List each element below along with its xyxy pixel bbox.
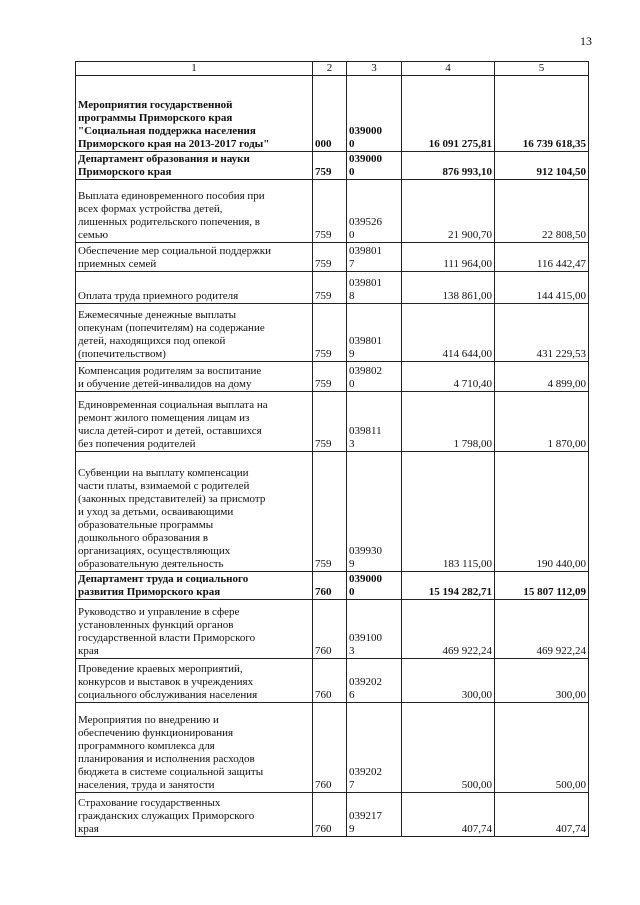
target-code-line: 039000 — [349, 153, 382, 165]
target-code-cell — [347, 76, 402, 152]
target-code-line: 039100 — [349, 632, 382, 644]
row-name-line: социального обслуживания населения — [78, 689, 258, 701]
amount-col5-cell: 300,00 — [495, 659, 589, 703]
table-row — [76, 152, 589, 180]
row-name-cell — [76, 392, 313, 452]
amount-col5-cell: 431 229,53 — [495, 304, 589, 362]
row-name-line: ремонт жилого помещения лицам из — [78, 412, 250, 424]
row-name-line: края — [78, 823, 99, 835]
row-name-line: приемных семей — [78, 258, 157, 270]
row-name-line: Руководство и управление в сфере — [78, 606, 240, 618]
row-name-line: программы Приморского края — [78, 112, 233, 124]
target-code-line: 3 — [349, 645, 355, 657]
department-code-cell: 759 — [313, 243, 347, 272]
department-code-cell: 760 — [313, 703, 347, 793]
target-code-line: 039202 — [349, 766, 382, 778]
amount-col4-cell: 876 993,10 — [402, 152, 495, 180]
department-code-cell: 760 — [313, 659, 347, 703]
row-name-line: опекунам (попечителям) на содержание — [78, 322, 265, 334]
amount-col4-cell: 300,00 — [402, 659, 495, 703]
target-code-line: 039801 — [349, 335, 382, 347]
amount-col5-cell: 144 415,00 — [495, 272, 589, 304]
header-cell: 4 — [402, 62, 495, 76]
row-name-line: планирования и исполнения расходов — [78, 753, 255, 765]
target-code-cell — [347, 659, 402, 703]
department-code-cell: 759 — [313, 180, 347, 243]
row-name-line: организациях, осуществляющих — [78, 545, 231, 557]
row-name-line: и уход за детьми, осваивающими — [78, 506, 234, 518]
row-name-line: Выплата единовременного пособия при — [78, 190, 265, 202]
table-row — [76, 600, 589, 659]
table-row — [76, 272, 589, 304]
table-row — [76, 243, 589, 272]
row-name-line: образовательные программы — [78, 519, 214, 531]
department-code-cell: 760 — [313, 600, 347, 659]
row-name-line: развития Приморского края — [78, 586, 221, 598]
header-cell: 2 — [313, 62, 347, 76]
target-code-cell — [347, 272, 402, 304]
row-name-line: Мероприятия по внедрению и — [78, 714, 219, 726]
row-name-line: Проведение краевых мероприятий, — [78, 663, 243, 675]
row-name-cell — [76, 362, 313, 392]
row-name-cell — [76, 243, 313, 272]
target-code-line: 9 — [349, 348, 355, 360]
amount-col5-cell: 469 922,24 — [495, 600, 589, 659]
target-code-cell — [347, 392, 402, 452]
department-code-cell: 759 — [313, 392, 347, 452]
table-row — [76, 703, 589, 793]
target-code-line: 7 — [349, 779, 355, 791]
amount-col5-cell: 15 807 112,09 — [495, 572, 589, 600]
row-name-line: государственной власти Приморского — [78, 632, 256, 644]
table-row — [76, 180, 589, 243]
target-code-cell — [347, 600, 402, 659]
amount-col4-cell: 16 091 275,81 — [402, 76, 495, 152]
row-name-line: детей, находящихся под опекой — [78, 335, 226, 347]
row-name-line: Приморского края — [78, 166, 172, 178]
row-name-cell — [76, 572, 313, 600]
target-code-line: 0 — [349, 586, 355, 598]
row-name-cell — [76, 703, 313, 793]
row-name-line: дошкольного образования в — [78, 532, 209, 544]
target-code-line: 0 — [349, 138, 355, 150]
target-code-line: 039000 — [349, 573, 382, 585]
row-name-line: установленных функций органов — [78, 619, 234, 631]
table-row — [76, 452, 589, 572]
department-code-cell: 760 — [313, 793, 347, 837]
amount-col4-cell: 469 922,24 — [402, 600, 495, 659]
amount-col4-cell: 183 115,00 — [402, 452, 495, 572]
row-name-line: края — [78, 645, 99, 657]
amount-col4-cell: 138 861,00 — [402, 272, 495, 304]
row-name-line: Мероприятия государственной — [78, 99, 233, 111]
amount-col4-cell: 15 194 282,71 — [402, 572, 495, 600]
header-cell: 5 — [495, 62, 589, 76]
row-name-cell — [76, 600, 313, 659]
amount-col4-cell: 414 644,00 — [402, 304, 495, 362]
header-row — [76, 62, 589, 76]
table-row — [76, 659, 589, 703]
target-code-cell — [347, 152, 402, 180]
department-code-cell: 759 — [313, 362, 347, 392]
header-cell: 1 — [76, 62, 313, 76]
target-code-line: 039526 — [349, 216, 382, 228]
amount-col4-cell: 407,74 — [402, 793, 495, 837]
target-code-line: 0 — [349, 378, 355, 390]
target-code-line: 3 — [349, 438, 355, 450]
table-row — [76, 304, 589, 362]
target-code-line: 0 — [349, 166, 355, 178]
target-code-cell — [347, 180, 402, 243]
table-row — [76, 793, 589, 837]
page-number: 13 — [580, 34, 592, 48]
row-name-line: программного комплекса для — [78, 740, 215, 752]
target-code-line: 9 — [349, 558, 355, 570]
row-name-line: гражданских служащих Приморского — [78, 810, 255, 822]
row-name-line: "Социальная поддержка населения — [78, 125, 256, 137]
row-name-cell — [76, 272, 313, 304]
target-code-line: 039000 — [349, 125, 382, 137]
target-code-line: 8 — [349, 290, 355, 302]
row-name-line: числа детей-сирот и детей, оставшихся — [78, 425, 262, 437]
target-code-line: 039801 — [349, 245, 382, 257]
department-code-cell: 000 — [313, 76, 347, 152]
row-name-line: населения, труда и занятости — [78, 779, 215, 791]
row-name-line: Субвенции на выплату компенсации — [78, 467, 249, 479]
amount-col5-cell: 22 808,50 — [495, 180, 589, 243]
amount-col4-cell: 21 900,70 — [402, 180, 495, 243]
row-name-cell — [76, 180, 313, 243]
amount-col4-cell: 500,00 — [402, 703, 495, 793]
row-name-line: бюджета в системе социальной защиты — [78, 766, 264, 778]
row-name-line: лишенных родительского попечения, в — [78, 216, 260, 228]
table-row — [76, 572, 589, 600]
row-name-line: образовательную деятельность — [78, 558, 224, 570]
row-name-line: Компенсация родителям за воспитание — [78, 365, 262, 377]
amount-col5-cell: 912 104,50 — [495, 152, 589, 180]
amount-col5-cell: 1 870,00 — [495, 392, 589, 452]
department-code-cell: 759 — [313, 304, 347, 362]
row-name-line: части платы, взимаемой с родителей — [78, 480, 250, 492]
amount-col4-cell: 1 798,00 — [402, 392, 495, 452]
target-code-line: 9 — [349, 823, 355, 835]
row-name-cell — [76, 76, 313, 152]
department-code-cell: 760 — [313, 572, 347, 600]
row-name-line: Департамент труда и социального — [78, 573, 249, 585]
target-code-line: 039801 — [349, 277, 382, 289]
target-code-line: 7 — [349, 258, 355, 270]
row-name-cell — [76, 304, 313, 362]
department-code-cell: 759 — [313, 272, 347, 304]
amount-col5-cell: 16 739 618,35 — [495, 76, 589, 152]
target-code-cell — [347, 572, 402, 600]
target-code-cell — [347, 362, 402, 392]
amount-col5-cell: 407,74 — [495, 793, 589, 837]
target-code-line: 6 — [349, 689, 355, 701]
amount-col4-cell: 4 710,40 — [402, 362, 495, 392]
table-body — [76, 62, 589, 837]
target-code-line: 039930 — [349, 545, 382, 557]
target-code-line: 039802 — [349, 365, 382, 377]
target-code-cell — [347, 304, 402, 362]
row-name-line: без попечения родителей — [78, 438, 196, 450]
amount-col4-cell: 111 964,00 — [402, 243, 495, 272]
target-code-cell — [347, 793, 402, 837]
target-code-cell — [347, 452, 402, 572]
row-name-cell — [76, 793, 313, 837]
row-name-line: Департамент образования и науки — [78, 153, 250, 165]
table-row — [76, 392, 589, 452]
row-name-line: Страхование государственных — [78, 797, 221, 809]
department-code-cell: 759 — [313, 452, 347, 572]
table-row — [76, 362, 589, 392]
row-name-line: Оплата труда приемного родителя — [78, 290, 239, 302]
row-name-line: Ежемесячные денежные выплаты — [78, 309, 237, 321]
target-code-line: 039202 — [349, 676, 382, 688]
amount-col5-cell: 500,00 — [495, 703, 589, 793]
row-name-line: обеспечению функционирования — [78, 727, 234, 739]
department-code-cell: 759 — [313, 152, 347, 180]
row-name-line: (законных представителей) за присмотр — [78, 493, 266, 505]
amount-col5-cell: 116 442,47 — [495, 243, 589, 272]
amount-col5-cell: 4 899,00 — [495, 362, 589, 392]
row-name-line: семью — [78, 229, 109, 241]
target-code-line: 039811 — [349, 425, 382, 437]
row-name-line: (попечительством) — [78, 348, 166, 360]
row-name-cell — [76, 152, 313, 180]
target-code-cell — [347, 703, 402, 793]
header-cell: 3 — [347, 62, 402, 76]
table-row — [76, 76, 589, 152]
row-name-cell — [76, 659, 313, 703]
target-code-line: 0 — [349, 229, 355, 241]
target-code-cell — [347, 243, 402, 272]
row-name-line: Единовременная социальная выплата на — [78, 399, 268, 411]
row-name-cell — [76, 452, 313, 572]
target-code-line: 039217 — [349, 810, 382, 822]
row-name-line: Обеспечение мер социальной поддержки — [78, 245, 271, 257]
row-name-line: конкурсов и выставок в учреждениях — [78, 676, 254, 688]
budget-table — [75, 61, 589, 837]
row-name-line: и обучение детей-инвалидов на дому — [78, 378, 252, 390]
row-name-line: всех формах устройства детей, — [78, 203, 223, 215]
row-name-line: Приморского края на 2013-2017 годы" — [78, 138, 270, 150]
amount-col5-cell: 190 440,00 — [495, 452, 589, 572]
